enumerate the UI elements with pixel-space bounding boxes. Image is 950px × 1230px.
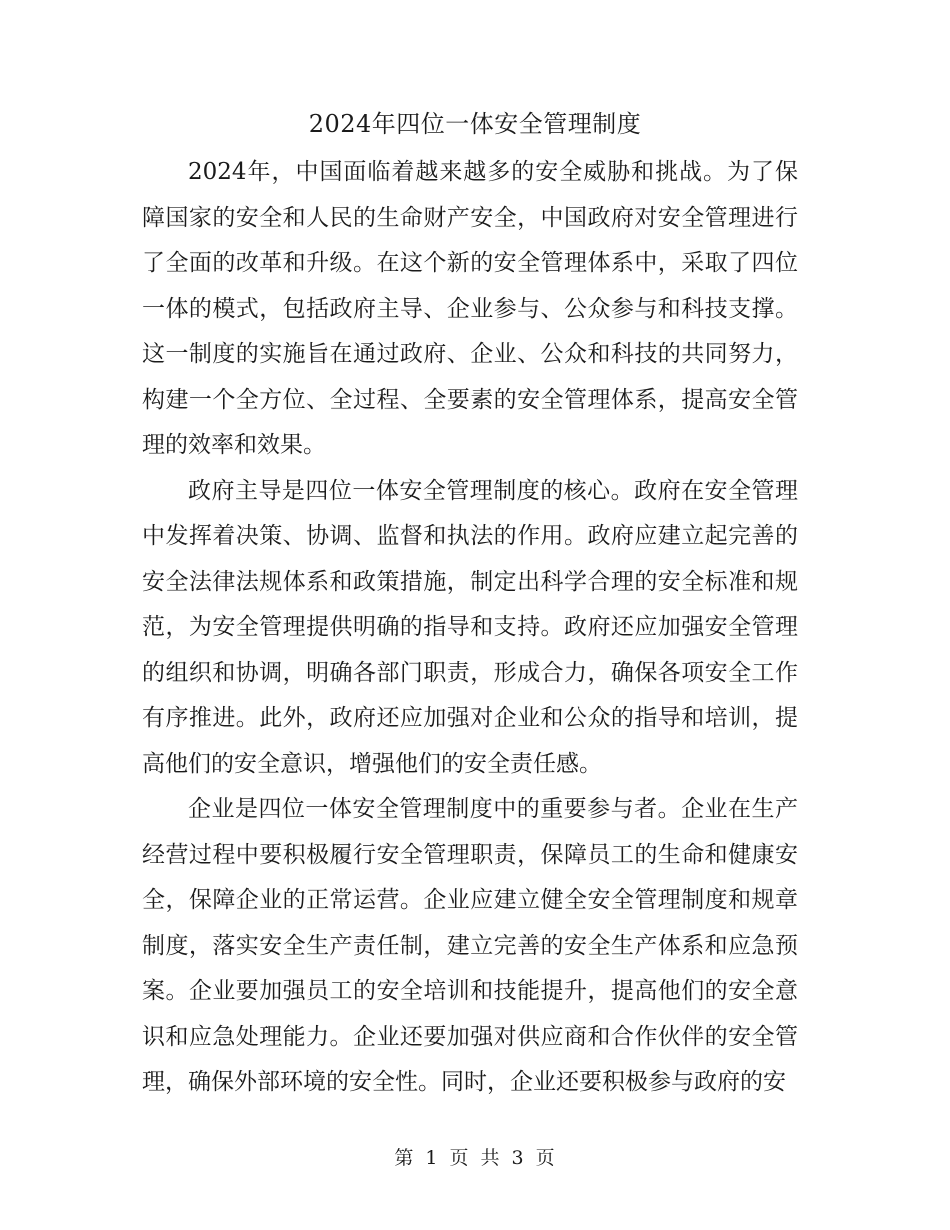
page-footer: 第 1 页 共 3 页: [394, 1147, 556, 1169]
paragraph-government: 政府主导是四位一体安全管理制度的核心。政府在安全管理中发挥着决策、协调、监督和执法的作用。政府应建立起完善的安全法律法规体系和政策措施，制定出科学合理的安全标准和规范，为安全管理提供明确的指导和支持。政府还应加强安全管理的组织和协调，明确各部门职责，形成合力，确保各项安全工作有序推进。此外，政府还应加强对企业和公众的指导和培训，提高他们的安全意识，增强他们的安全责任感。: [142, 477, 798, 777]
document-title: 2024年四位一体安全管理制度: [308, 110, 642, 138]
paragraph-enterprise: 企业是四位一体安全管理制度中的重要参与者。企业在生产经营过程中要积极履行安全管理职责，保障员工的生命和健康安全，保障企业的正常运营。企业应建立健全安全管理制度和规章制度，落实安全生产责任制，建立完善的安全生产体系和应急预案。企业要加强员工的安全培训和技能提升，提高他们的安全意识和应急处理能力。企业还要加强对供应商和合作伙伴的安全管理，确保外部环境的安全性。同时，企业还要积极参与政府的安: [142, 796, 798, 1095]
paragraph-intro: 2024年，中国面临着越来越多的安全威胁和挑战。为了保障国家的安全和人民的生命财产安全，中国政府对安全管理进行了全面的改革和升级。在这个新的安全管理体系中，采取了四位一体的模式，包括政府主导、企业参与、公众参与和科技支撑。这一制度的实施旨在通过政府、企业、公众和科技的共同努力，构建一个全方位、全过程、全要素的安全管理体系，提高安全管理的效率和效果。: [142, 159, 798, 458]
document-body: [142, 150, 798, 1106]
